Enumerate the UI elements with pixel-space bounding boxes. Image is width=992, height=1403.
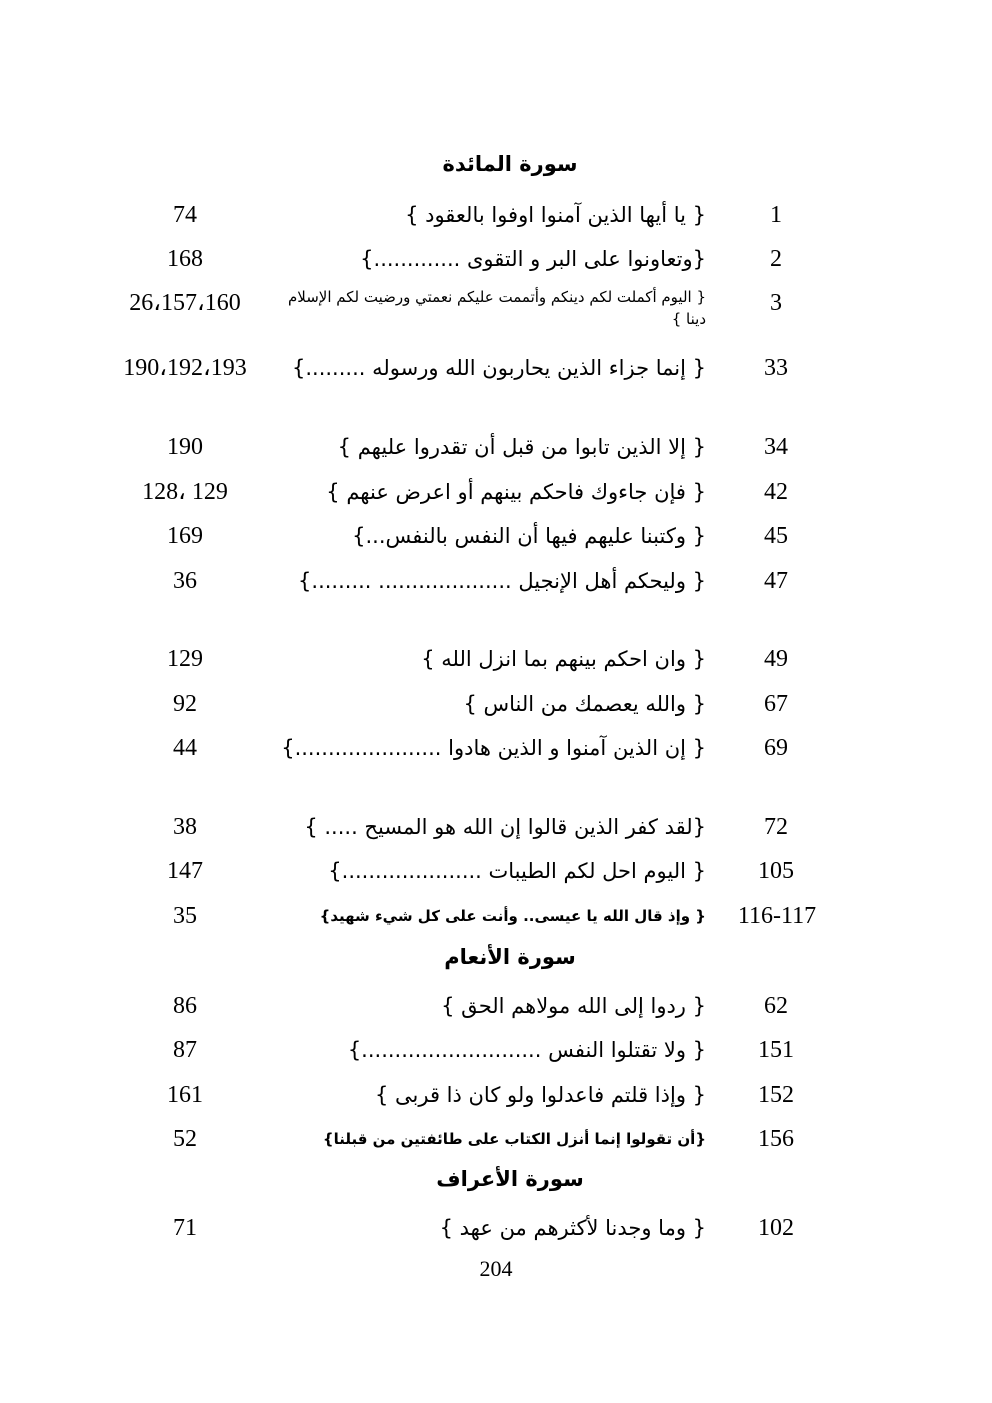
verse-text: { وإذ قال الله يا عيسى.. وأنت على كل شيء شهيد} (319, 907, 706, 925)
verse-number: 156 (758, 1126, 794, 1152)
verse-number: 67 (764, 691, 788, 717)
verse-number: 62 (764, 993, 788, 1019)
page-refs: 26،157،160 (129, 290, 241, 316)
page-refs: 44 (173, 735, 197, 761)
verse-number: 116-117 (737, 903, 817, 929)
verse-text: { وما وجدنا لأكثرهم من عهد } (439, 1216, 706, 1240)
verse-number: 1 (770, 202, 782, 228)
verse-text: { إن الذين آمنوا و الذين هادوا ......................} (281, 736, 706, 760)
verse-text: { وكتبنا عليهم فيها أن النفس بالنفس...} (352, 524, 706, 548)
page-refs: 86 (173, 993, 197, 1019)
verse-text: { وان احكم بينهم بما انزل الله } (421, 647, 706, 671)
surah-title-araf: سورة الأعراف (436, 1167, 584, 1191)
verse-text: { والله يعصمك من الناس } (463, 692, 706, 716)
page-refs: 36 (173, 568, 197, 594)
verse-number: 151 (758, 1037, 794, 1063)
verse-number: 34 (764, 434, 788, 460)
verse-text: { وإذا قلتم فاعدلوا ولو كان ذا قربى } (374, 1083, 706, 1107)
verse-number: 49 (764, 646, 788, 672)
verse-text: { اليوم احل لكم الطيبات .....................} (328, 859, 706, 883)
page-refs: 74 (173, 202, 197, 228)
page-refs: 190 (167, 434, 203, 460)
verse-text: { ردوا إلى الله مولاهم الحق } (441, 994, 706, 1018)
page-refs: 87 (173, 1037, 197, 1063)
verse-text: { وليحكم أهل الإنجيل .................... .........} (298, 569, 706, 593)
verse-number: 3 (770, 290, 782, 316)
page-refs: 147 (167, 858, 203, 884)
verse-text: {وتعاونوا على البر و التقوى .............} (360, 247, 706, 271)
verse-text: { اليوم أكملت لكم دينكم وأتممت عليكم نعمتي ورضيت لكم الإسلام دينا } (287, 288, 706, 328)
surah-title-maidah: سورة المائدة (442, 152, 578, 176)
verse-number: 42 (764, 479, 788, 505)
verse-number: 45 (764, 523, 788, 549)
verse-number: 102 (758, 1215, 794, 1241)
verse-number: 33 (764, 355, 788, 381)
verse-text: {لقد كفر الذين قالوا إن الله هو المسيح ..... } (304, 815, 706, 839)
verse-number: 105 (758, 858, 794, 884)
verse-number: 69 (764, 735, 788, 761)
page-refs: 129 (167, 646, 203, 672)
verse-number: 47 (764, 568, 788, 594)
page-refs: 128، 129 (142, 479, 228, 505)
page-refs: 35 (173, 903, 197, 929)
page-refs: 52 (173, 1126, 197, 1152)
page-refs: 168 (167, 246, 203, 272)
page-refs: 71 (173, 1215, 197, 1241)
page-refs: 190،192،193 (123, 355, 247, 381)
page-refs: 92 (173, 691, 197, 717)
page-refs: 38 (173, 814, 197, 840)
verse-text: { فإن جاءوك فاحكم بينهم أو اعرض عنهم } (326, 480, 706, 504)
verse-text: { إلا الذين تابوا من قبل أن تقدروا عليهم } (337, 435, 706, 459)
page-number: 204 (479, 1256, 513, 1281)
verse-number: 72 (764, 814, 788, 840)
surah-title-anam: سورة الأنعام (444, 945, 576, 969)
verse-text: {أن تقولوا إنما أنزل الكتاب على طائفتين من قبلنا} (322, 1130, 706, 1148)
verse-number: 2 (770, 246, 782, 272)
page-refs: 169 (167, 523, 203, 549)
verse-number: 152 (758, 1082, 794, 1108)
verse-text: { ولا تقتلوا النفس ...........................} (347, 1038, 706, 1062)
page-refs: 161 (167, 1082, 203, 1108)
verse-text: { إنما جزاء الذين يحاربون الله ورسوله .........} (292, 356, 706, 380)
verse-text: { يا أيها الذين آمنوا اوفوا بالعقود } (405, 203, 706, 227)
